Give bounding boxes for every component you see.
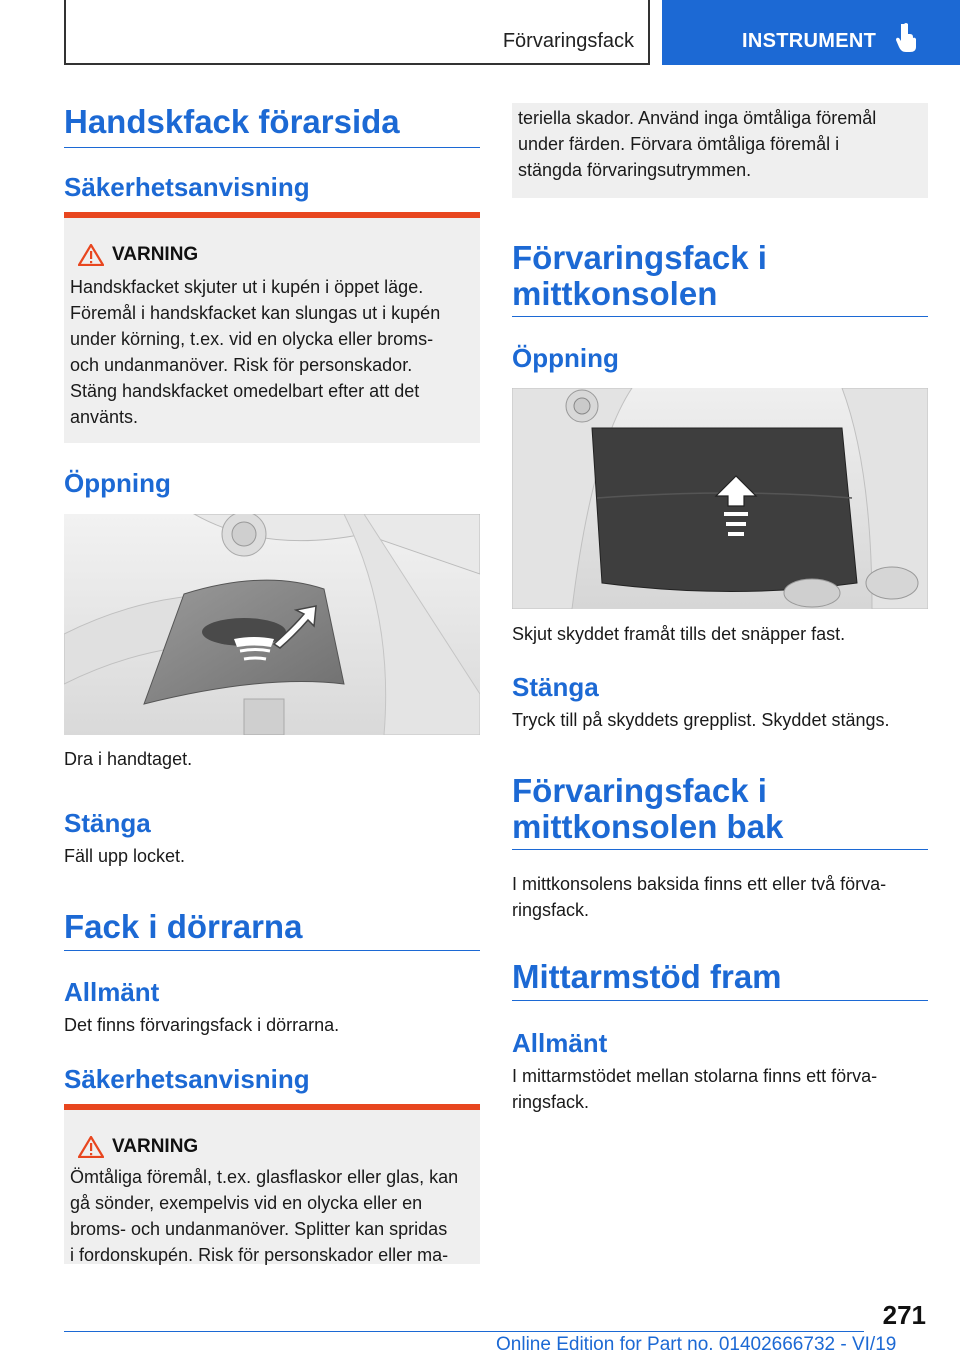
header-section-tab bbox=[64, 0, 650, 65]
warning-text: teriella skador. Använd inga ömtåliga föremål under färden. Förvara ömtåliga föremål i stängda förvaringsutrymmen. bbox=[518, 108, 877, 180]
heading-rule bbox=[64, 147, 480, 148]
caption-opening: Skjut skyddet framåt tills det snäpper fast. bbox=[512, 624, 846, 644]
subheading-close: Stänga bbox=[512, 672, 599, 702]
subheading-general: Allmänt bbox=[64, 977, 160, 1007]
caption-opening: Dra i handtaget. bbox=[64, 749, 193, 769]
heading-console: Förvaringsfack i mittkonsolen bbox=[512, 239, 767, 312]
warning-continuation-box bbox=[512, 103, 928, 198]
subheading-general: Allmänt bbox=[512, 1028, 608, 1058]
subheading-safety: Säkerhetsanvisning bbox=[64, 172, 310, 202]
subheading-close: Stänga bbox=[64, 808, 151, 838]
text-general: Det finns förvaringsfack i dörrarna. bbox=[64, 1015, 340, 1035]
heading-doors: Fack i dörrarna bbox=[64, 908, 303, 945]
heading-rule bbox=[512, 316, 928, 317]
text-general: I mittarmstödet mellan stolarna finns ett förva- ringsfack. bbox=[512, 1066, 878, 1112]
heading-rule bbox=[512, 1000, 928, 1001]
warning-text: Handskfacket skjuter ut i kupén i öppet läge. Föremål i handskfacket kan slungas ut i kupén under körning, t.ex. vid en olycka eller broms- och undanmanöver. Risk för personskador. Stäng handskfacket omedelbart efter att det använts. bbox=[70, 277, 441, 427]
warning-box bbox=[64, 212, 480, 443]
footer-rule bbox=[64, 1331, 864, 1332]
text-close: Fäll upp locket. bbox=[64, 846, 186, 866]
warning-box bbox=[64, 1104, 480, 1264]
heading-armrest: Mittarmstöd fram bbox=[512, 958, 782, 995]
hand-pointer-icon bbox=[896, 22, 918, 52]
warning-triangle-icon bbox=[78, 1136, 104, 1158]
console-illustration bbox=[512, 388, 928, 609]
heading-rule bbox=[512, 849, 928, 850]
text-rear: I mittkonsolens baksida finns ett eller två förva- ringsfack. bbox=[512, 874, 887, 920]
header-section-title: Förvaringsfack bbox=[502, 30, 634, 52]
page-number: 271 bbox=[882, 1300, 926, 1330]
warning-title: VARNING bbox=[112, 1136, 199, 1157]
header-chapter-tab[interactable] bbox=[662, 0, 960, 65]
header-chapter-title: INSTRUMENT bbox=[742, 30, 877, 52]
warning-triangle-icon bbox=[78, 244, 104, 266]
heading-rule bbox=[64, 950, 480, 951]
glovebox-illustration bbox=[64, 514, 480, 735]
footer-edition[interactable]: Online Edition for Part no. 01402666732 - VI/19 bbox=[496, 1334, 897, 1355]
heading-console-rear: Förvaringsfack i mittkonsolen bak bbox=[512, 772, 784, 845]
warning-text: Ömtåliga föremål, t.ex. glasflaskor eller glas, kan gå sönder, exempelvis vid en olycka eller en broms- och undanmanöver. Splitter kan spridas i fordonskupén. Risk för personskador eller ma- bbox=[70, 1167, 459, 1265]
subheading-opening: Öppning bbox=[512, 343, 619, 373]
heading-glovebox: Handskfack förarsida bbox=[64, 103, 400, 140]
subheading-opening: Öppning bbox=[64, 468, 171, 498]
warning-title: VARNING bbox=[112, 244, 199, 265]
subheading-safety: Säkerhetsanvisning bbox=[64, 1064, 310, 1094]
text-close: Tryck till på skyddets grepplist. Skyddet stängs. bbox=[512, 710, 890, 730]
